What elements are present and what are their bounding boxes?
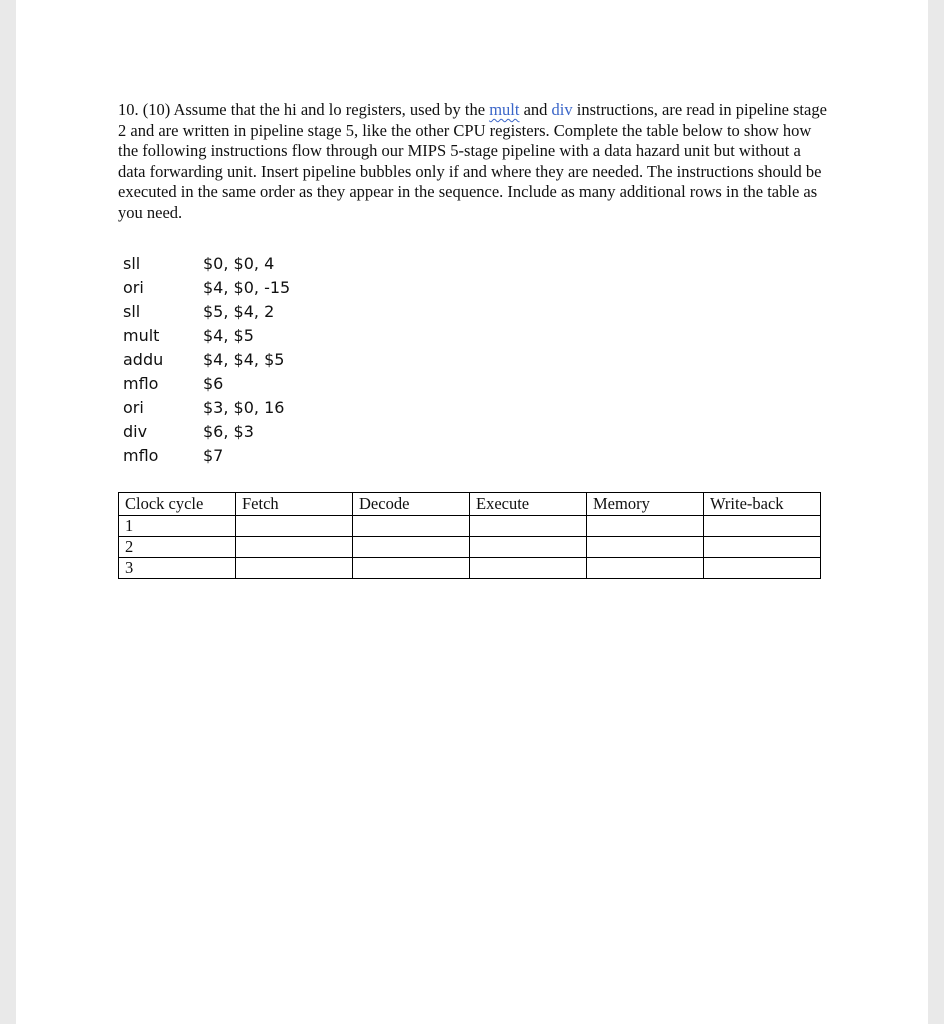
operands: $4, $4, $5 [203, 350, 285, 369]
question-intro: 10. (10) Assume that the hi and lo registers, used by the [118, 100, 490, 119]
question-and: and [519, 100, 552, 119]
operands: $0, $0, 4 [203, 254, 275, 273]
instruction-row [123, 276, 290, 300]
opcode: div [123, 422, 148, 441]
header-execute: Execute [470, 493, 587, 516]
instruction-row [123, 420, 290, 444]
header-decode: Decode [353, 493, 470, 516]
fetch-cell[interactable] [236, 558, 353, 579]
execute-cell[interactable] [470, 516, 587, 537]
operands: $3, $0, 16 [203, 398, 285, 417]
execute-cell[interactable] [470, 558, 587, 579]
operands: $4, $0, -15 [203, 278, 291, 297]
operands: $6 [203, 374, 224, 393]
table-header-row [119, 493, 821, 516]
opcode: ori [123, 278, 144, 297]
memory-cell[interactable] [587, 516, 704, 537]
write-back-cell[interactable] [704, 537, 821, 558]
instruction-row [123, 372, 290, 396]
opcode: addu [123, 350, 164, 369]
instruction-row [123, 396, 290, 420]
cycle-cell: 1 [119, 516, 236, 537]
header-memory: Memory [587, 493, 704, 516]
execute-cell[interactable] [470, 537, 587, 558]
operands: $4, $5 [203, 326, 254, 345]
opcode: sll [123, 302, 141, 321]
instruction-row [123, 348, 290, 372]
operands: $5, $4, 2 [203, 302, 275, 321]
opcode: mflo [123, 446, 159, 465]
instruction-row [123, 324, 290, 348]
instruction-row [123, 444, 290, 468]
header-clock-cycle: Clock cycle [119, 493, 236, 516]
table-row [119, 537, 821, 558]
memory-cell[interactable] [587, 558, 704, 579]
instruction-listing [123, 252, 290, 468]
fetch-cell[interactable] [236, 516, 353, 537]
table-row [119, 558, 821, 579]
write-back-cell[interactable] [704, 558, 821, 579]
header-fetch: Fetch [236, 493, 353, 516]
cycle-cell: 3 [119, 558, 236, 579]
table-row [119, 516, 821, 537]
decode-cell[interactable] [353, 516, 470, 537]
operands: $7 [203, 446, 224, 465]
decode-cell[interactable] [353, 537, 470, 558]
document-page [16, 0, 928, 1024]
opcode: mult [123, 326, 160, 345]
question-rest: instructions, are read in pipeline stage 2 and are written in pipeline stage 5, like the other CPU registers. Complete the table below to show how the following instructions flow through our MIPS 5-stage pipeline with a data hazard unit but without a data forwarding unit. Insert pipeline bubbles only if and where they are needed. The instructions should be executed in the same order as they appear in the sequence. Include as many additional rows in the table as you need. [118, 100, 827, 222]
cycle-cell: 2 [119, 537, 236, 558]
opcode: mflo [123, 374, 159, 393]
pipeline-table [118, 492, 821, 579]
instruction-row [123, 300, 290, 324]
operands: $6, $3 [203, 422, 254, 441]
mult-word: mult [489, 100, 520, 119]
header-write-back: Write-back [704, 493, 821, 516]
opcode: ori [123, 398, 144, 417]
div-word: div [551, 100, 573, 119]
question-text [118, 100, 830, 224]
opcode: sll [123, 254, 141, 273]
fetch-cell[interactable] [236, 537, 353, 558]
instruction-row [123, 252, 290, 276]
write-back-cell[interactable] [704, 516, 821, 537]
memory-cell[interactable] [587, 537, 704, 558]
decode-cell[interactable] [353, 558, 470, 579]
